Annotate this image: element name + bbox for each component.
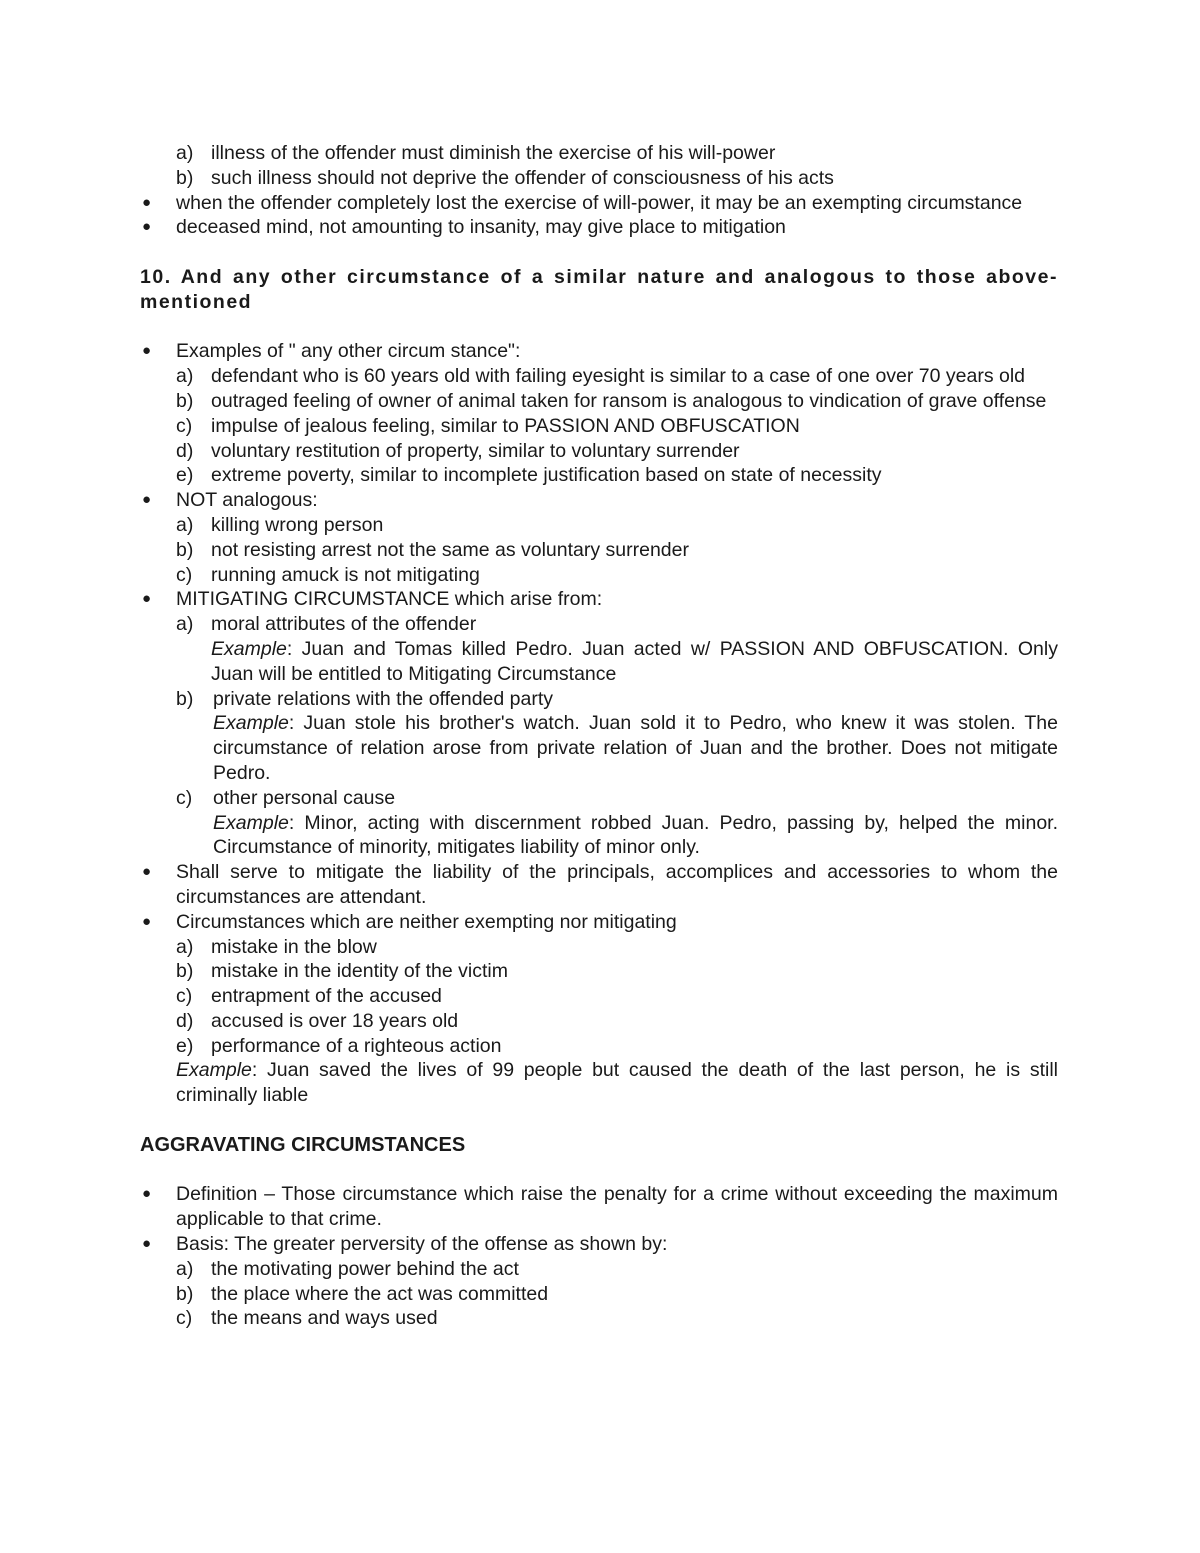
list-item: c) the means and ways used — [176, 1307, 438, 1330]
list-item: c) other personal cause Example: Minor, acting with discernment robbed Juan. Pedro, passing by, helped the minor. Circumstance of minority, mitigates liability of minor only. — [176, 786, 1058, 859]
bullet-icon: ● — [142, 863, 152, 881]
list-item: a) defendant who is 60 years old with failing eyesight is similar to a case of one over 70 years old — [176, 365, 1026, 388]
bullet-icon: ● — [142, 1235, 152, 1253]
list-item: b) such illness should not deprive the offender of consciousness of his acts — [176, 166, 834, 189]
bullet-icon: ● — [142, 912, 152, 930]
list-item: c) entrapment of the accused — [176, 985, 442, 1008]
bullet-item: ● when the offender completely lost the exercise of will-power, it may be an exempting circumstance — [142, 191, 1023, 214]
page-content — [140, 141, 1058, 1331]
list-item: c) running amuck is not mitigating — [176, 563, 480, 586]
bullet-icon: ● — [142, 218, 152, 236]
bullet-icon: ● — [142, 1185, 152, 1203]
bullet-icon: ● — [142, 342, 152, 360]
list-item: b) private relations with the offended party Example: Juan stole his brother's watch. Juan sold it to Pedro, who knew it was stolen. The circumstance of relation arose from private relation of Juan and the brother. Does not mitigate Pedro. — [176, 687, 1058, 784]
bullet-item: ● NOT analogous: — [142, 489, 318, 512]
list-item: a) killing wrong person — [176, 513, 384, 536]
bullet-item: ● deceased mind, not amounting to insanity, may give place to mitigation — [142, 216, 786, 239]
section-heading: AGGRAVATING CIRCUMSTANCES — [140, 1133, 466, 1156]
list-item: d) voluntary restitution of property, similar to voluntary surrender — [176, 439, 740, 462]
bullet-item: ● Basis: The greater perversity of the offense as shown by: — [142, 1233, 668, 1256]
list-item: b) the place where the act was committed — [176, 1282, 549, 1305]
list-item: b) outraged feeling of owner of animal taken for ransom is analogous to vindication of grave offense — [176, 389, 1047, 412]
bullet-item: ● MITIGATING CIRCUMSTANCE which arise from: — [142, 588, 603, 611]
list-item: a) illness of the offender must diminish the exercise of his will-power — [176, 142, 776, 164]
bullet-icon: ● — [142, 491, 152, 509]
bullet-item: ● Circumstances which are neither exempting nor mitigating — [142, 910, 677, 933]
bullet-icon: ● — [142, 193, 152, 211]
list-item: b) mistake in the identity of the victim — [176, 960, 508, 983]
bullet-icon: ● — [142, 590, 152, 608]
section-heading: 10. And any other circumstance of a similar nature and analogous to those above-mentioned — [140, 265, 1058, 313]
list-item: e) extreme poverty, similar to incomplete justification based on state of necessity — [176, 464, 882, 487]
list-item: a) the motivating power behind the act — [176, 1257, 519, 1280]
list-item: a) moral attributes of the offender Example: Juan and Tomas killed Pedro. Juan acted w/ PASSION AND OBFUSCATION. Only Juan will be entitled to Mitigating Circumstance — [176, 613, 1058, 685]
list-item: c) impulse of jealous feeling, similar to PASSION AND OBFUSCATION — [176, 414, 800, 437]
list-item: a) mistake in the blow — [176, 935, 377, 958]
bullet-item: ● Definition – Those circumstance which raise the penalty for a crime without exceeding the maximum applicable to that crime. — [142, 1183, 1058, 1231]
example-paragraph: Example: Juan saved the lives of 99 people but caused the death of the last person, he is still criminally liable — [176, 1059, 1058, 1107]
list-item: e) performance of a righteous action — [176, 1034, 502, 1057]
bullet-item: ● Shall serve to mitigate the liability of the principals, accomplices and accessories to whom the circumstances are attendant. — [142, 861, 1058, 908]
bullet-item: ● Examples of " any other circum stance": — [142, 340, 521, 363]
list-item: d) accused is over 18 years old — [176, 1009, 459, 1032]
list-item: b) not resisting arrest not the same as voluntary surrender — [176, 538, 689, 561]
